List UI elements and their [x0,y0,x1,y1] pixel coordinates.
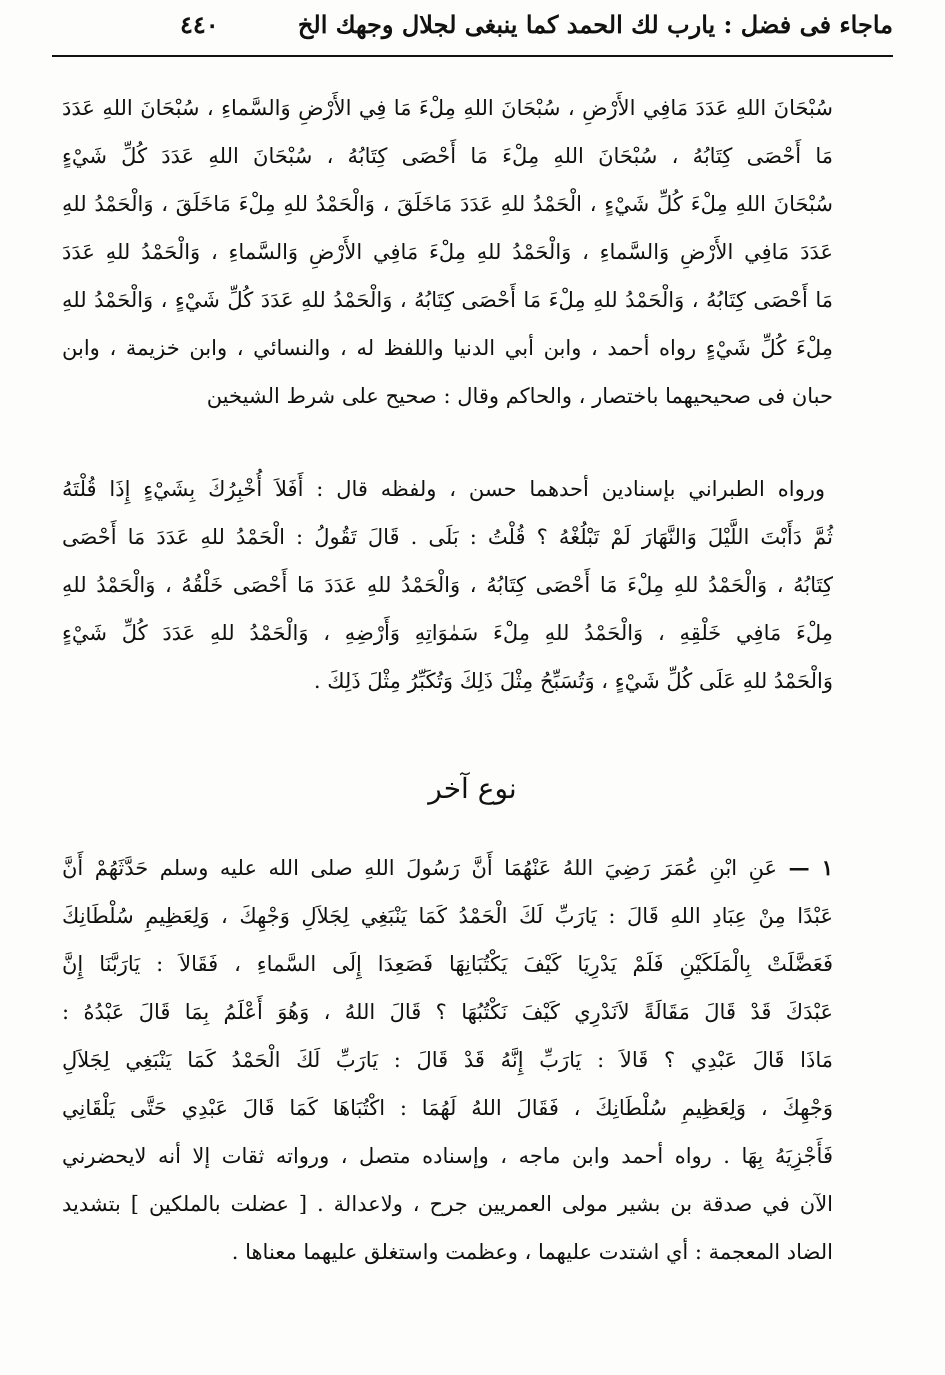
text-line: حبان فى صحيحيهما باختصار ، والحاكم وقال : صحيح على شرط الشيخين [206,384,833,408]
text-line: وَجْهِكَ ، وَلِعَظِيمِ سُلْطَانِكَ ، فَقَالَ اللهُ لَهُمَا : اكْتُبَاهَا كَمَا قَالَ عَبْدِي حَتَّى يَلْقَانِي [62,1096,833,1120]
text-line: الآن في صدقة بن بشير مولى العمريين جرح ، ولاعدالة . [ عضلت بالملكين ] بتشديد [62,1192,833,1216]
text-line: عَدَدَ مَافِي الأَرْضِ وَالسَّماءِ ، وَالْحَمْدُ للهِ مِلْءَ مَافِي الأَرْضِ وَالسَّماءِ ، وَالْحَمْدُ للهِ عَدَدَ [62,240,833,264]
text-line: فَعَضَّلَتْ بِالْمَلَكَيْنِ فَلَمْ يَدْرِيَا كَيْفَ يَكْتُبَانِهَا فَصَعِدَا إِلَى السَّماءِ ، فَقَالاَ : يَارَبَّنَا إِنَّ [62,952,833,976]
text-line: الضاد المعجمة : أي اشتدت عليهما ، وعظمت واستغلق عليهما معناها . [231,1240,833,1264]
text-line: مَا أَحْصَى كِتَابُهُ ، وَالْحَمْدُ للهِ مِلْءَ مَا أَحْصَى كِتَابُهُ ، وَالْحَمْدُ للهِ عَدَدَ كُلِّ شَيْءٍ ، وَالْحَمْدُ للهِ [62,288,833,312]
paragraph-hadith-1 [62,844,833,1276]
text-line: سُبْحَانَ اللهِ عَدَدَ مَافِي الأَرْضِ ، سُبْحَانَ اللهِ مِلْءَ مَا فِي الأَرْضِ وَالسَّماءِ ، سُبْحَانَ اللهِ عَدَدَ [62,96,833,120]
text-line-content: عَنِ ابْنِ عُمَرَ رَضِيَ اللهُ عَنْهُمَا أَنَّ رَسُولَ اللهِ صلى الله عليه وسلم حَدَّثَهُمْ أَنَّ [62,856,778,880]
section-heading: نوع آخر [428,772,517,805]
running-head [180,6,893,42]
text-line: مَاذَا قَالَ عَبْدِي ؟ قَالاَ : يَارَبِّ إِنَّهُ قَدْ قَالَ : يَارَبِّ لَكَ الْحَمْدُ كَمَا يَنْبَغِي لِجَلاَلِ [62,1048,833,1072]
hadith-number: ١ — [788,855,834,880]
text-line: ورواه الطبراني بإسنادين أحدهما حسن ، ولفظه قال : أَفَلاَ أُخْبِرُكَ بِشَيْءٍ إِذَا قُلْتَهُ [62,477,825,501]
text-line: ثُمَّ دَأَبْتَ اللَّيْلَ وَالنَّهَارَ لَمْ تَبْلُغْهُ ؟ قُلْتُ : بَلَى . قَالَ تَقُولُ : الْحَمْدُ للهِ عَدَدَ مَا أَحْصَى [62,525,833,549]
text-line: وَالْحَمْدُ للهِ عَلَى كُلِّ شَيْءٍ ، وَتُسَبِّحُ مِثْلَ ذَلِكَ وَتُكَبِّرُ مِثْلَ ذَلِكَ . [313,669,833,693]
header-rule [52,55,893,57]
text-line: مِلْءَ مَافِي خَلْقِهِ ، وَالْحَمْدُ للهِ مِلْءَ سَمٰوَاتِهِ وَأَرْضِهِ ، وَالْحَمْدُ للهِ عَدَدَ كُلِّ شَيْءٍ [62,621,833,645]
text-line: عَبْدًا مِنْ عِبَادِ اللهِ قَالَ : يَارَبِّ لَكَ الْحَمْدُ كَمَا يَنْبَغِي لِجَلاَلِ وَجْهِكَ ، وَلِعَظِيمِ سُلْطَانِكَ [62,904,833,928]
text-line: كِتَابُهُ ، وَالْحَمْدُ للهِ مِلْءَ مَا أَحْصَى كِتَابُهُ ، وَالْحَمْدُ للهِ عَدَدَ مَا أَحْصَى خَلْقُهُ ، وَالْحَمْدُ للهِ [62,573,833,597]
running-title: ماجاء فى فضل : يارب لك الحمد كما ينبغى لجلال وجهك الخ [297,9,893,39]
text-line: سُبْحَانَ اللهِ مِلْءَ كُلِّ شَيْءٍ ، الْحَمْدُ للهِ عَدَدَ مَاخَلَقَ ، وَالْحَمْدُ للهِ مِلْءَ مَاخَلَقَ ، وَالْحَمْدُ للهِ [62,192,833,216]
paragraph-tasbih [62,84,833,420]
text-line: مِلْءَ كُلِّ شَيْءٍ رواه أحمد ، وابن أبي الدنيا واللفظ له ، والنسائي ، وابن خزيمة ، وابن [62,336,833,360]
paragraph-tabarani [62,465,833,705]
page-number: ٤٤٠ [180,9,219,39]
text-line: فَأَجْزِيَهُ بِهَا . رواه أحمد وابن ماجه ، وإسناده متصل ، ورواته ثقات إلا أنه لايحضرني [62,1144,833,1168]
text-line: عَبْدَكَ قَدْ قَالَ مَقَالَةً لاَنَدْرِي كَيْفَ نَكْتُبُهَا ؟ قَالَ اللهُ ، وَهُوَ أَعْلَمُ بِمَا قَالَ عَبْدُهُ : [62,1000,833,1024]
text-line: مَا أَحْصَى كِتَابُهُ ، سُبْحَانَ اللهِ مِلْءَ مَا أَحْصَى كِتَابُهُ ، سُبْحَانَ اللهِ عَدَدَ كُلِّ شَيْءٍ [62,144,833,168]
text-line-first [62,844,833,892]
